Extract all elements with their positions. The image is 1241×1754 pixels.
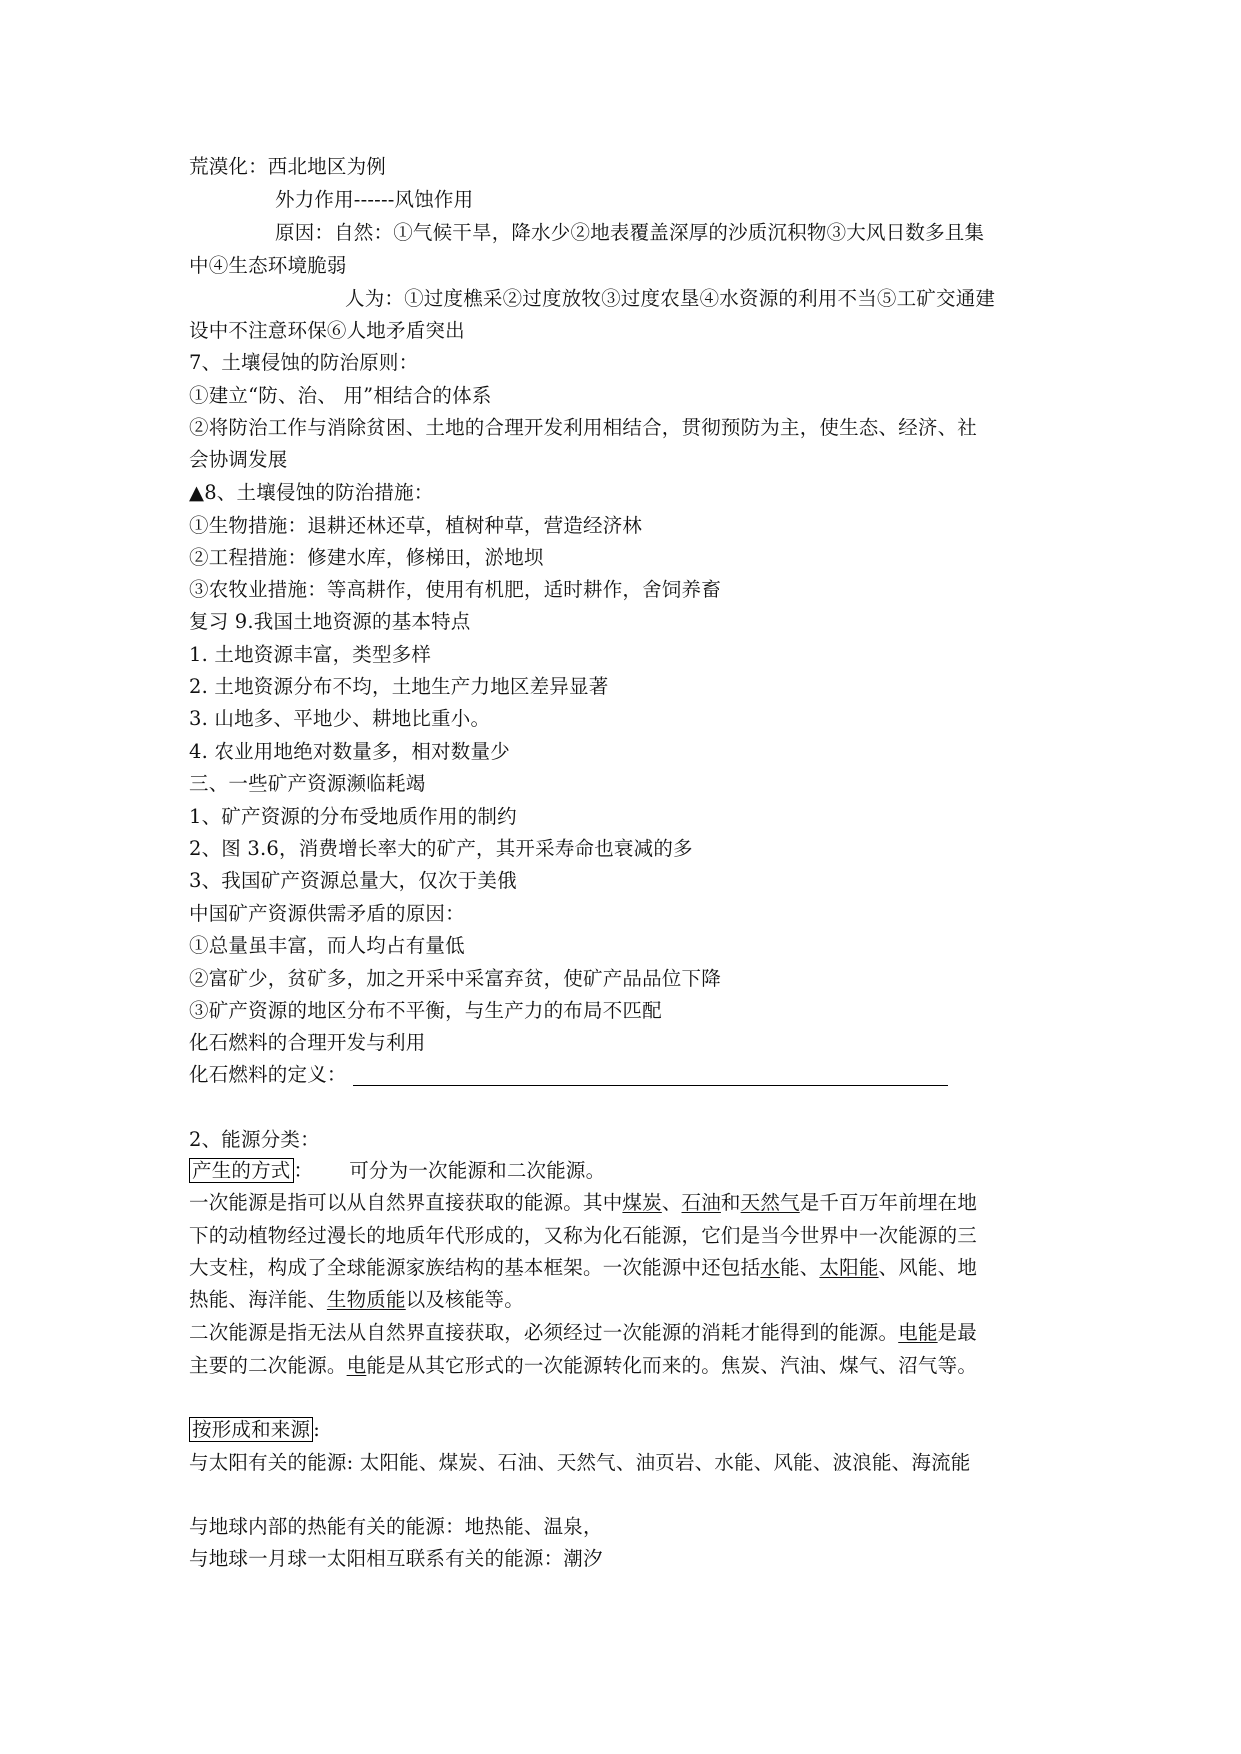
text-span: 能是从其它形式的一次能源转化而来的。焦炭、汽油、煤气、沼气等。: [366, 1354, 978, 1377]
text-span: 二次能源是指无法从自然界直接获取，必须经过一次能源的消耗才能得到的能源。: [189, 1321, 899, 1344]
text-line: 与太阳有关的能源: 太阳能、煤炭、石油、天然气、油页岩、水能、风能、波浪能、海流能: [189, 1451, 971, 1474]
boxed-term: 产生的方式: [189, 1158, 294, 1183]
text-span: 是千百万年前埋在地: [799, 1191, 978, 1214]
text-line: 设中不注意环保⑥人地矛盾突出: [189, 319, 465, 342]
paragraph-line: [189, 1321, 1069, 1345]
text-span: 大支柱，构成了全球能源家族结构的基本框架。一次能源中还包括: [189, 1256, 761, 1279]
underlined-term: 水: [760, 1256, 781, 1279]
text-line: ②富矿少，贫矿多，加之开采中采富弃贫，使矿产品品位下降: [189, 967, 721, 990]
text-line: [189, 1418, 1069, 1442]
text-line: 与地球一月球一太阳相互联系有关的能源：潮汐: [189, 1547, 603, 1570]
colon: :: [313, 1418, 320, 1441]
underlined-term: 天然气: [740, 1191, 800, 1214]
underlined-term: 电: [346, 1354, 367, 1377]
list-item: 1、矿产资源的分布受地质作用的制约: [189, 805, 517, 828]
underlined-term: 煤炭: [622, 1191, 662, 1214]
text-span: 是最: [937, 1321, 978, 1344]
paragraph-line: [189, 1256, 1069, 1280]
text-span: 一次能源是指可以从自然界直接获取的能源。其中: [189, 1191, 623, 1214]
list-item: 1. 土地资源丰富，类型多样: [189, 643, 432, 666]
text-span: 以及核能等。: [405, 1288, 524, 1311]
underlined-term: 电能: [898, 1321, 938, 1344]
text-line: [189, 1159, 1069, 1183]
text-line: ③农牧业措施：等高耕作，使用有机肥，适时耕作，舍饲养畜: [189, 578, 721, 601]
paragraph-line: [189, 1288, 1069, 1312]
text-line: ①建立“防、治、 用”相结合的体系: [189, 384, 492, 407]
section-heading: ▲8、土壤侵蚀的防治措施：: [189, 481, 434, 504]
text-line: 会协调发展: [189, 448, 288, 471]
text-line: ①总量虽丰富，而人均占有量低: [189, 934, 465, 957]
paragraph-line: [189, 1354, 1069, 1378]
paragraph-line: 下的动植物经过漫长的地质年代形成的，又称为化石能源，它们是当今世界中一次能源的三: [189, 1224, 978, 1247]
text-line: 荒漠化：西北地区为例: [189, 155, 387, 178]
text-span: 和: [720, 1191, 741, 1214]
section-heading: 三、一些矿产资源濒临耗竭: [189, 772, 426, 795]
text-line: 化石燃料的合理开发与利用: [189, 1031, 426, 1054]
text-line: ②工程措施：修建水库，修梯田，淤地坝: [189, 546, 544, 569]
list-item: 3. 山地多、平地少、耕地比重小。: [189, 707, 491, 730]
fill-in-label: 化石燃料的定义：: [189, 1063, 347, 1086]
text-span: 、: [661, 1191, 682, 1214]
underlined-term: 太阳能: [819, 1256, 879, 1279]
text-line: 中国矿产资源供需矛盾的原因：: [189, 902, 465, 925]
underlined-term: 生物质能: [326, 1288, 406, 1311]
text-span: 可分为一次能源和二次能源。: [349, 1159, 606, 1182]
fill-in-blank[interactable]: [353, 1067, 948, 1086]
section-heading: 7、土壤侵蚀的防治原则：: [189, 351, 419, 374]
boxed-term: 按形成和来源: [189, 1417, 313, 1442]
text-line: 外力作用------风蚀作用: [275, 188, 474, 211]
text-span: 主要的二次能源。: [189, 1354, 347, 1377]
list-item: 3、我国矿产资源总量大，仅次于美俄: [189, 869, 517, 892]
text-span: 热能、海洋能、: [189, 1288, 327, 1311]
list-item: 2、图 3.6，消费增长率大的矿产，其开采寿命也衰减的多: [189, 837, 693, 860]
fill-in-line: [189, 1063, 1069, 1087]
text-line: 原因：自然：①气候干旱，降水少②地表覆盖深厚的沙质沉积物③大风日数多且集: [275, 221, 985, 244]
text-line: ②将防治工作与消除贫困、土地的合理开发利用相结合，贯彻预防为主，使生态、经济、社: [189, 416, 978, 439]
colon: ：: [293, 1159, 314, 1182]
text-span: 、风能、地: [878, 1256, 978, 1279]
list-item: 4. 农业用地绝对数量多，相对数量少: [189, 740, 510, 763]
text-line: ①生物措施：退耕还林还草，植树种草，营造经济林: [189, 514, 643, 537]
text-line: ③矿产资源的地区分布不平衡，与生产力的布局不匹配: [189, 999, 662, 1022]
section-heading: 2、能源分类：: [189, 1128, 320, 1151]
underlined-term: 石油: [681, 1191, 721, 1214]
paragraph-line: [189, 1191, 1069, 1215]
text-line: 与地球内部的热能有关的能源：地热能、温泉，: [189, 1515, 603, 1538]
list-item: 2. 土地资源分布不均，土地生产力地区差异显著: [189, 675, 609, 698]
text-line: 人为：①过度樵采②过度放牧③过度农垦④水资源的利用不当⑤工矿交通建: [345, 287, 996, 310]
text-span: 能、: [780, 1256, 820, 1279]
text-line: 中④生态环境脆弱: [189, 254, 347, 277]
section-heading: 复习 9.我国土地资源的基本特点: [189, 610, 471, 633]
